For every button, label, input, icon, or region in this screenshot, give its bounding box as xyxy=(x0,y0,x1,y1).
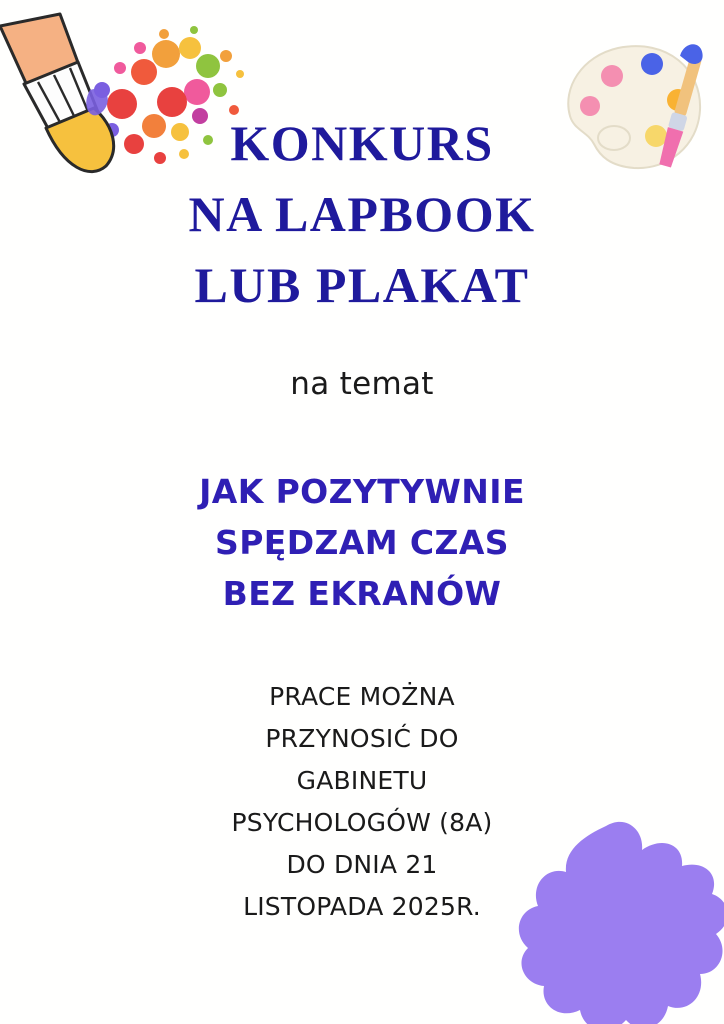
topic-line-1: JAK POZYTYWNIE xyxy=(199,472,525,511)
poster-subtitle: na temat xyxy=(290,366,434,402)
title-line-1: KONKURS xyxy=(230,115,494,171)
details-line-5: DO DNIA 21 xyxy=(286,850,438,879)
details-line-6: LISTOPADA 2025R. xyxy=(243,892,481,921)
poster-topic xyxy=(0,466,724,619)
topic-line-3: BEZ EKRANÓW xyxy=(222,574,502,614)
topic-line-2: SPĘDZAM CZAS xyxy=(215,523,509,563)
title-line-3: LUB PLAKAT xyxy=(194,257,530,313)
details-line-4: PSYCHOLOGÓW (8A) xyxy=(231,808,493,837)
details-line-3: GABINETU xyxy=(296,766,428,795)
details-line-1: PRACE MOŻNA xyxy=(269,682,455,711)
title-line-2: NA LAPBOOK xyxy=(188,186,536,242)
poster-details xyxy=(0,676,724,928)
poster-title xyxy=(0,108,724,321)
details-line-2: PRZYNOSIĆ DO xyxy=(265,724,459,753)
